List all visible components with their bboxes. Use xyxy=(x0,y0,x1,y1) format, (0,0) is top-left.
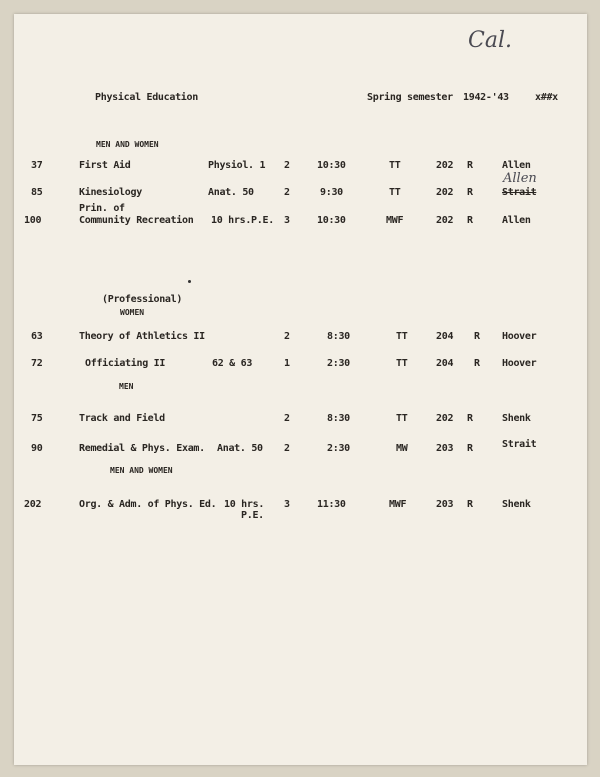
course-prerequisite: Physiol. 1 xyxy=(208,160,266,171)
course-prerequisite: Anat. 50 xyxy=(208,187,254,198)
course-number: 72 xyxy=(31,358,43,369)
course-credits: 2 xyxy=(284,443,290,454)
document-page xyxy=(14,14,587,765)
section-heading-men-and-women: MEN AND WOMEN xyxy=(110,466,173,475)
course-number: 75 xyxy=(31,413,43,424)
course-prerequisite: 62 & 63 xyxy=(212,358,253,369)
semester-label: Spring semester xyxy=(367,92,453,103)
course-r: R xyxy=(474,358,480,369)
course-r: R xyxy=(467,215,473,226)
ink-dot xyxy=(188,280,191,283)
course-instructor: Strait xyxy=(502,439,537,450)
course-days: TT xyxy=(396,331,408,342)
course-title: Kinesiology xyxy=(79,187,142,198)
course-number: 90 xyxy=(31,443,43,454)
course-r: R xyxy=(474,331,480,342)
course-credits: 2 xyxy=(284,331,290,342)
course-number: 37 xyxy=(31,160,43,171)
course-number: 63 xyxy=(31,331,43,342)
handwritten-note: Cal. xyxy=(468,28,512,53)
course-room: 203 xyxy=(436,443,454,454)
course-r: R xyxy=(467,443,473,454)
course-credits: 3 xyxy=(284,215,290,226)
course-room: 203 xyxy=(436,499,454,510)
course-credits: 3 xyxy=(284,499,290,510)
course-days: MWF xyxy=(389,499,407,510)
section-heading-men-and-women: MEN AND WOMEN xyxy=(96,140,159,149)
course-instructor: Allen xyxy=(502,160,531,171)
course-time: 10:30 xyxy=(317,215,346,226)
crossed-out-text: x##x xyxy=(535,92,558,103)
section-heading-women: WOMEN xyxy=(120,308,145,317)
course-credits: 2 xyxy=(284,187,290,198)
course-days: TT xyxy=(389,160,401,171)
course-number: 100 xyxy=(24,215,42,226)
course-credits: 1 xyxy=(284,358,290,369)
course-instructor-struck: Strait xyxy=(502,187,537,198)
course-time: 10:30 xyxy=(317,160,346,171)
course-room: 202 xyxy=(436,413,454,424)
course-title: Track and Field xyxy=(79,413,165,424)
course-credits: 2 xyxy=(284,413,290,424)
course-title: Theory of Athletics II xyxy=(79,331,205,342)
course-instructor: Allen xyxy=(502,215,531,226)
course-instructor: Hoover xyxy=(502,358,537,369)
course-prerequisite-line2: P.E. xyxy=(241,510,264,521)
course-r: R xyxy=(467,187,473,198)
handwritten-instructor: Allen xyxy=(503,171,537,186)
course-time: 8:30 xyxy=(327,413,350,424)
course-time: 9:30 xyxy=(320,187,343,198)
course-title-line2: Community Recreation xyxy=(79,215,194,226)
course-room: 204 xyxy=(436,358,454,369)
course-time: 2:30 xyxy=(327,443,350,454)
course-days: MWF xyxy=(386,215,404,226)
course-room: 202 xyxy=(436,187,454,198)
course-time: 8:30 xyxy=(327,331,350,342)
section-heading-men: MEN xyxy=(119,382,134,391)
course-r: R xyxy=(467,499,473,510)
course-title: First Aid xyxy=(79,160,131,171)
academic-year: 1942-'43 xyxy=(463,92,509,103)
course-time: 11:30 xyxy=(317,499,346,510)
course-time: 2:30 xyxy=(327,358,350,369)
course-prerequisite: 10 hrs.P.E. xyxy=(211,215,274,226)
course-room: 204 xyxy=(436,331,454,342)
course-instructor: Shenk xyxy=(502,499,531,510)
course-number: 85 xyxy=(31,187,43,198)
course-title: Officiating II xyxy=(85,358,166,369)
course-title: Remedial & Phys. Exam. xyxy=(79,443,205,454)
course-title-line1: Prin. of xyxy=(79,203,125,214)
department-title: Physical Education xyxy=(95,92,198,103)
course-instructor: Hoover xyxy=(502,331,537,342)
course-credits: 2 xyxy=(284,160,290,171)
course-days: TT xyxy=(396,413,408,424)
course-title: Org. & Adm. of Phys. Ed. xyxy=(79,499,217,510)
course-number: 202 xyxy=(24,499,42,510)
section-heading-professional: (Professional) xyxy=(102,294,183,305)
course-r: R xyxy=(467,160,473,171)
course-prerequisite-line1: 10 hrs. xyxy=(224,499,265,510)
course-days: MW xyxy=(396,443,408,454)
course-prerequisite: Anat. 50 xyxy=(217,443,263,454)
course-room: 202 xyxy=(436,215,454,226)
course-days: TT xyxy=(389,187,401,198)
course-instructor: Shenk xyxy=(502,413,531,424)
course-room: 202 xyxy=(436,160,454,171)
course-days: TT xyxy=(396,358,408,369)
course-r: R xyxy=(467,413,473,424)
